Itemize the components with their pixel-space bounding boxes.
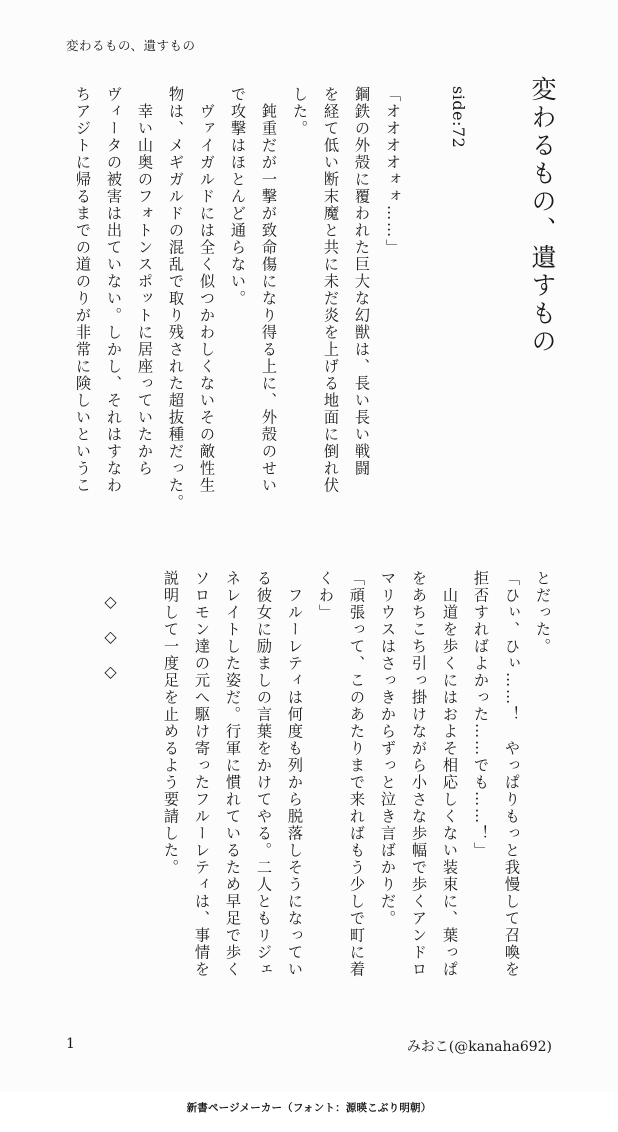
text-line: した。 xyxy=(291,86,309,137)
text-line: 鋼鉄の外殻に覆われた巨大な幻獣は、長い長い戦闘 xyxy=(353,86,371,477)
text-line: 「頑張って、このあたりまで来ればもう少しで町に着 xyxy=(348,570,366,978)
text-line: 拒否すればよかった……でも……！」 xyxy=(472,570,490,859)
body-text-upper xyxy=(66,86,408,546)
text-line: ネレイトした姿だ。行軍に慣れているため早足で歩く xyxy=(224,570,242,978)
author-credit: みおこ(@kanaha692) xyxy=(406,1039,552,1055)
text-line: ちアジトに帰るまでの道のりが非常に険しいというこ xyxy=(74,86,92,494)
running-head: 変わるもの、遺すもの xyxy=(66,38,196,53)
text-line: 山道を歩くにはおよそ相応しくない装束に、葉っぱ xyxy=(441,570,459,978)
text-line: とだった。 xyxy=(534,570,552,655)
text-line: ヴィータの被害は出ていない。しかし、それはすなわ xyxy=(105,86,123,494)
text-line: で攻撃はほとんど通らない。 xyxy=(229,86,247,307)
text-line: を経て低い断末魔と共に未だ炎を上げる地面に倒れ伏 xyxy=(322,86,340,494)
text-line: ソロモン達の元へ駆け寄ったフルーレティは、事情を xyxy=(193,570,211,978)
text-line: 「オオオオォォ……」 xyxy=(384,86,402,256)
text-line: マリウスはさっきからずっと泣き言ばかりだ。 xyxy=(379,570,397,927)
scene-break-diamonds: ◇◇◇ xyxy=(101,592,120,697)
body-text-lower xyxy=(155,570,558,1000)
text-line: をあちこち引っ掛けながら小さな歩幅で歩くアンドロ xyxy=(410,570,428,978)
text-line: 物は、メギガルドの混乱で取り残された超抜種だった。 xyxy=(167,86,185,511)
text-line: くわ」 xyxy=(317,570,335,621)
text-line: 鈍重だが一撃が致命傷になり得る上に、外殻のせい xyxy=(260,86,278,494)
side-label: side:72 xyxy=(449,86,468,149)
text-line: ヴァイガルドには全く似つかわしくないその敵性生 xyxy=(198,86,216,494)
text-line: 説明して一度足を止めるよう要請した。 xyxy=(162,570,180,876)
text-line: る彼女に励ましの言葉をかけてやる。二人ともリジェ xyxy=(255,570,273,978)
text-line: 幸い山奥のフォトンスポットに居座っていたから xyxy=(136,86,154,477)
text-line: フルーレティは何度も列から脱落しそうになってい xyxy=(286,570,304,978)
page-number: 1 xyxy=(66,1036,75,1052)
generator-footer: 新書ページメーカー（フォント：源暎こぶり明朝） xyxy=(186,1102,432,1114)
chapter-title: 変わるもの、遺すもの xyxy=(528,76,557,356)
text-line: 「ひぃ、ひぃ……！ やっぱりもっと我慢して召喚を xyxy=(503,570,521,978)
